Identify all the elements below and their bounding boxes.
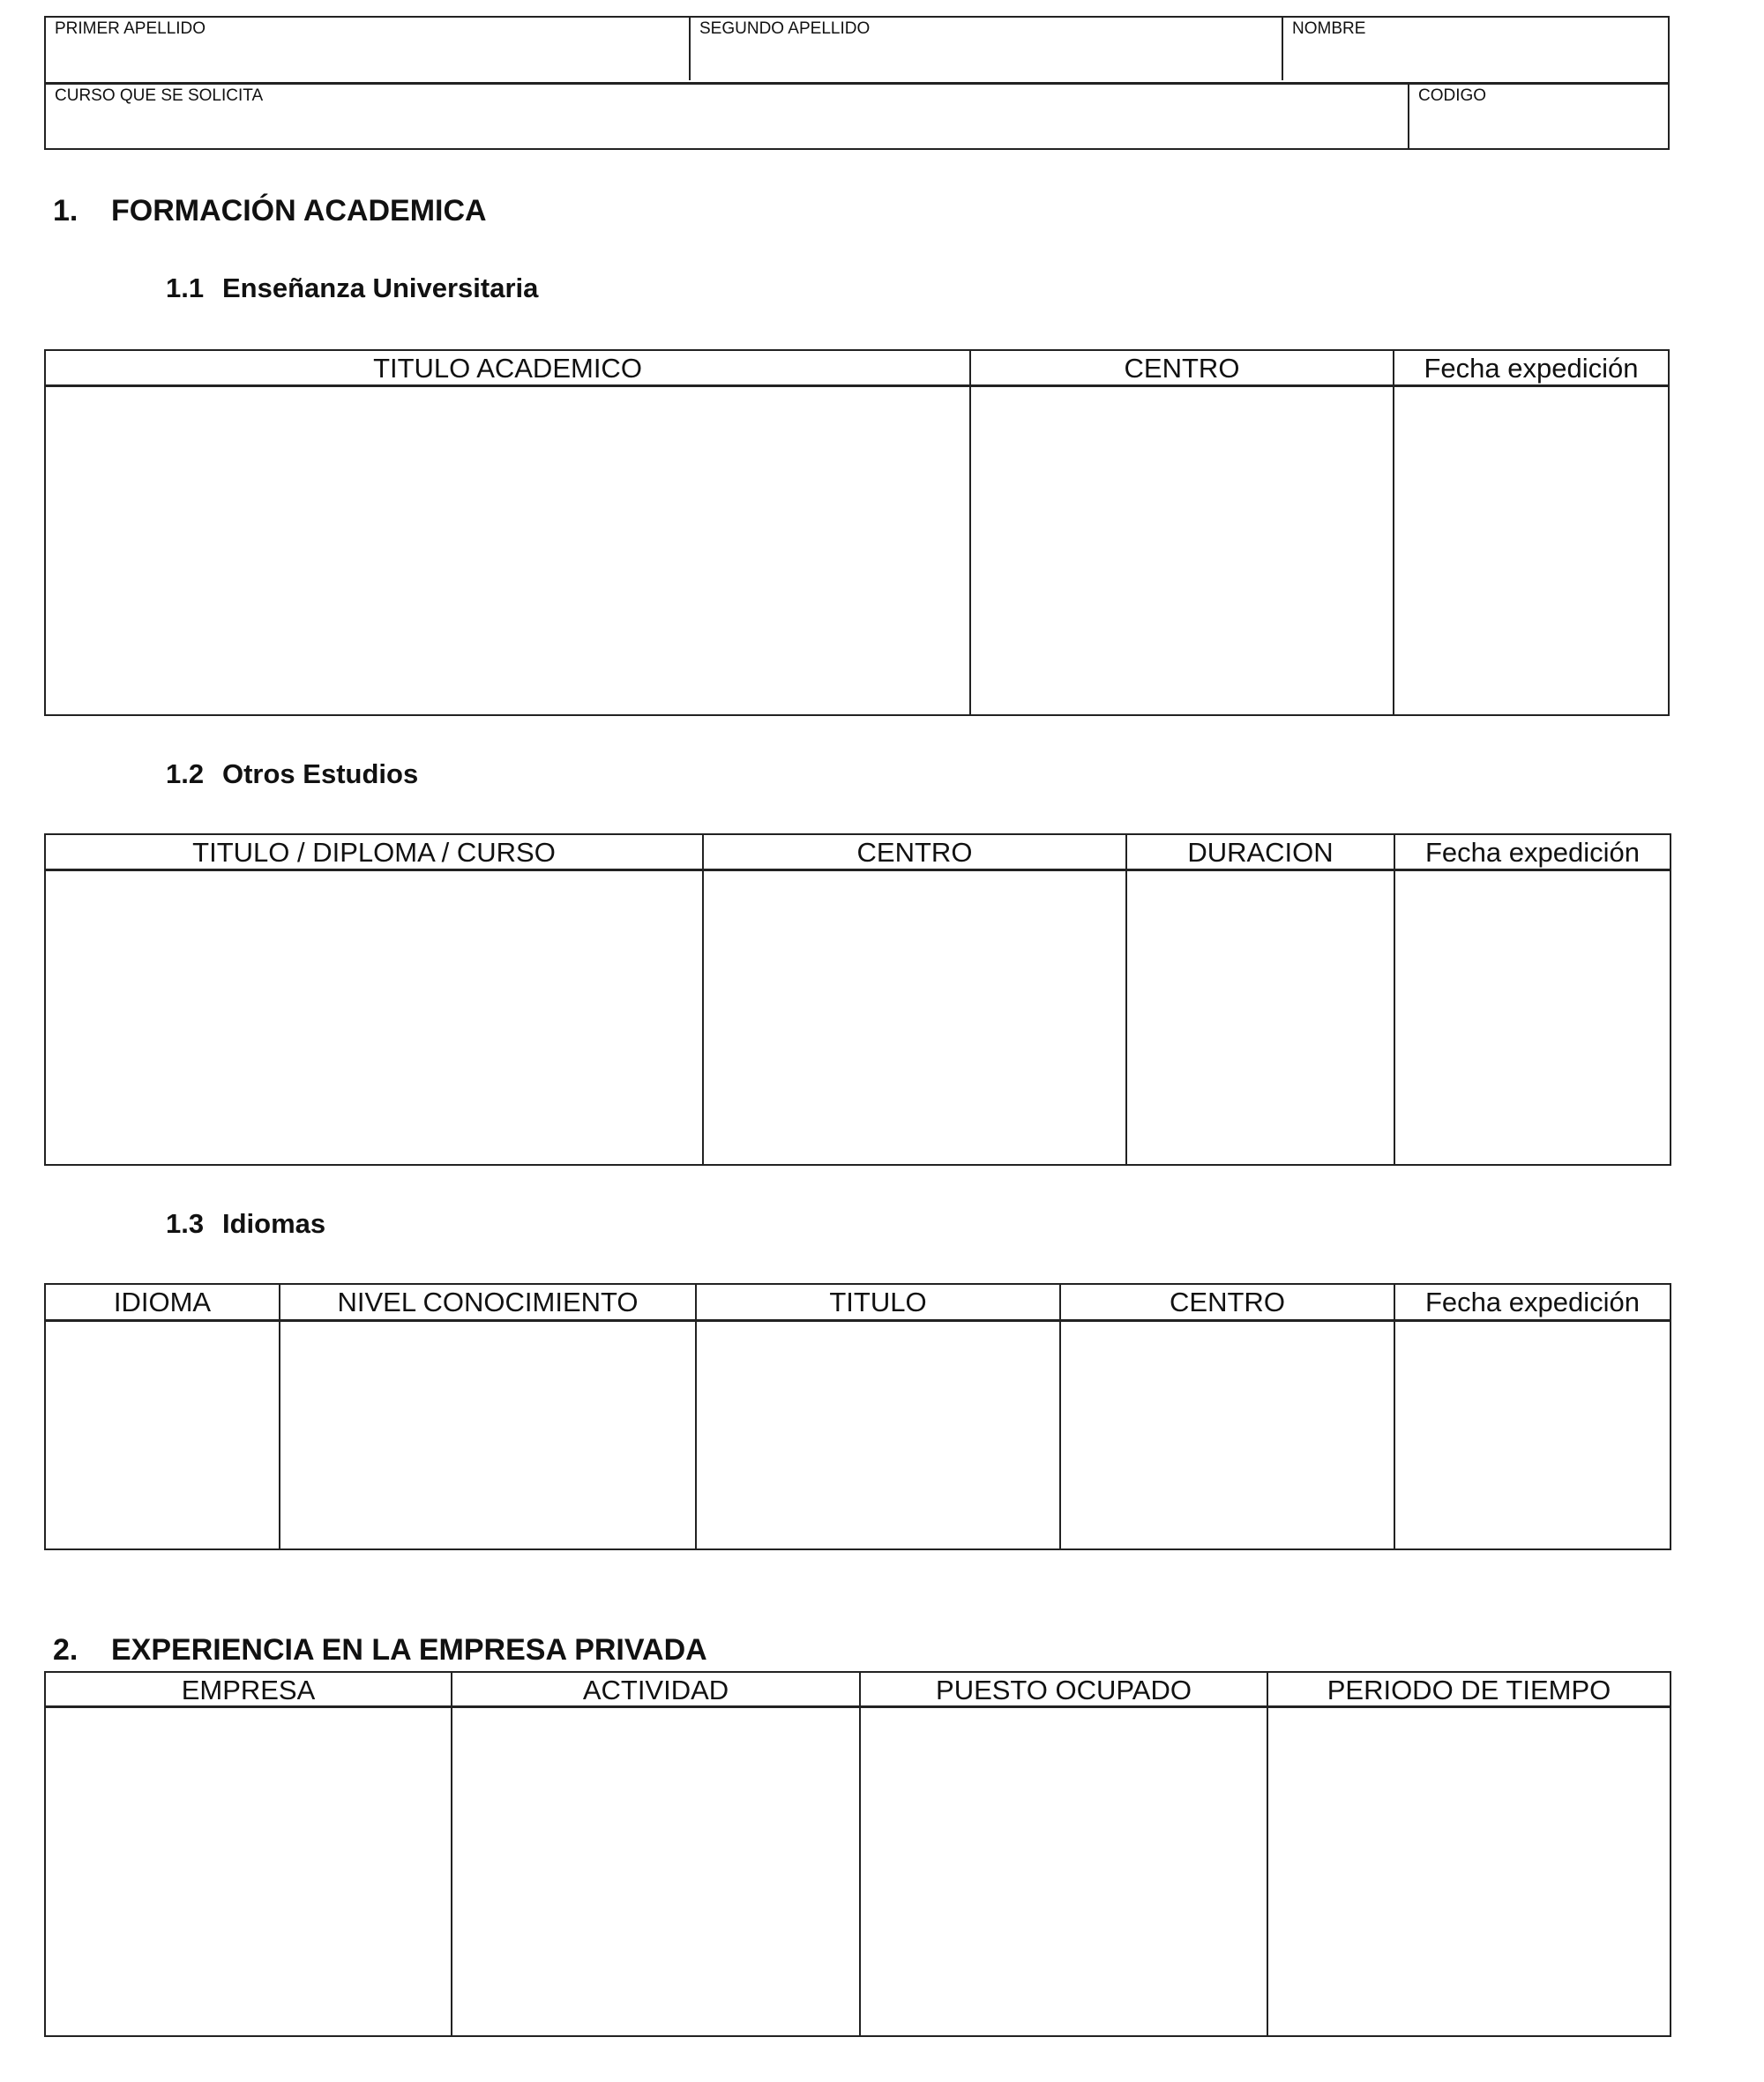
column-header-empresa: EMPRESA (181, 1675, 316, 1705)
private-experience-table (44, 1671, 1671, 2037)
subsection-1-3-number: 1.3 (166, 1208, 205, 1239)
subsection-1-1-title: Enseñanza Universitaria (222, 272, 539, 303)
subsection-1-1-number: 1.1 (166, 272, 205, 303)
titulo-cell[interactable] (697, 1322, 1059, 1548)
fecha-expedicion-cell[interactable] (1395, 1322, 1670, 1548)
column-header-titulo: TITULO (829, 1287, 927, 1317)
primer-apellido-field[interactable] (46, 18, 689, 82)
section-2-title: EXPERIENCIA EN LA EMPRESA PRIVADA (111, 1633, 707, 1667)
subsection-1-2-number: 1.2 (166, 758, 205, 789)
section-1-number: 1. (53, 194, 78, 228)
idioma-cell[interactable] (46, 1322, 279, 1548)
column-header-nivel-conocimiento: NIVEL CONOCIMIENTO (337, 1287, 639, 1317)
applicant-header-box (44, 16, 1670, 150)
nombre-field[interactable] (1283, 18, 1668, 82)
curso-label: CURSO QUE SE SOLICITA (55, 86, 264, 105)
empresa-cell[interactable] (46, 1708, 451, 2035)
university-table (44, 349, 1670, 716)
column-header-fecha-expedicion: Fecha expedición (1425, 1287, 1640, 1317)
column-header-periodo-de-tiempo: PERIODO DE TIEMPO (1327, 1675, 1611, 1705)
column-header-centro: CENTRO (856, 837, 973, 868)
column-header-duracion: DURACION (1187, 837, 1334, 868)
column-header-puesto-ocupado: PUESTO OCUPADO (936, 1675, 1192, 1705)
centro-cell[interactable] (704, 871, 1125, 1164)
column-header-titulo-academico: TITULO ACADEMICO (373, 353, 642, 384)
curso-field[interactable] (46, 85, 1408, 148)
centro-cell[interactable] (1061, 1322, 1394, 1548)
column-header-titulo-diploma-curso: TITULO / DIPLOMA / CURSO (192, 837, 556, 868)
nivel-conocimiento-cell[interactable] (280, 1322, 695, 1548)
column-header-fecha-expedicion: Fecha expedición (1424, 353, 1639, 384)
column-header-idioma: IDIOMA (113, 1287, 212, 1317)
fecha-expedicion-cell[interactable] (1394, 387, 1668, 714)
subsection-1-3-title: Idiomas (222, 1208, 326, 1239)
column-header-centro: CENTRO (1124, 353, 1240, 384)
titulo-academico-cell[interactable] (46, 387, 969, 714)
periodo-de-tiempo-cell[interactable] (1268, 1708, 1670, 2035)
fecha-expedicion-cell[interactable] (1395, 871, 1670, 1164)
puesto-ocupado-cell[interactable] (861, 1708, 1267, 2035)
centro-cell[interactable] (971, 387, 1393, 714)
titulo-cell[interactable] (46, 871, 702, 1164)
column-header-actividad: ACTIVIDAD (582, 1675, 729, 1705)
duracion-cell[interactable] (1127, 871, 1394, 1164)
codigo-field[interactable] (1409, 85, 1668, 148)
actividad-cell[interactable] (452, 1708, 859, 2035)
section-2-number: 2. (53, 1633, 78, 1667)
column-header-fecha-expedicion: Fecha expedición (1425, 837, 1640, 868)
subsection-1-2-title: Otros Estudios (222, 758, 419, 789)
codigo-label: CODIGO (1418, 86, 1487, 105)
primer-apellido-label: PRIMER APELLIDO (55, 19, 206, 38)
languages-table (44, 1283, 1671, 1550)
section-1-title: FORMACIÓN ACADEMICA (111, 194, 487, 228)
nombre-label: NOMBRE (1292, 19, 1366, 38)
other-studies-table (44, 833, 1671, 1166)
segundo-apellido-field[interactable] (691, 18, 1282, 82)
segundo-apellido-label: SEGUNDO APELLIDO (699, 19, 871, 38)
column-header-centro: CENTRO (1170, 1287, 1285, 1317)
